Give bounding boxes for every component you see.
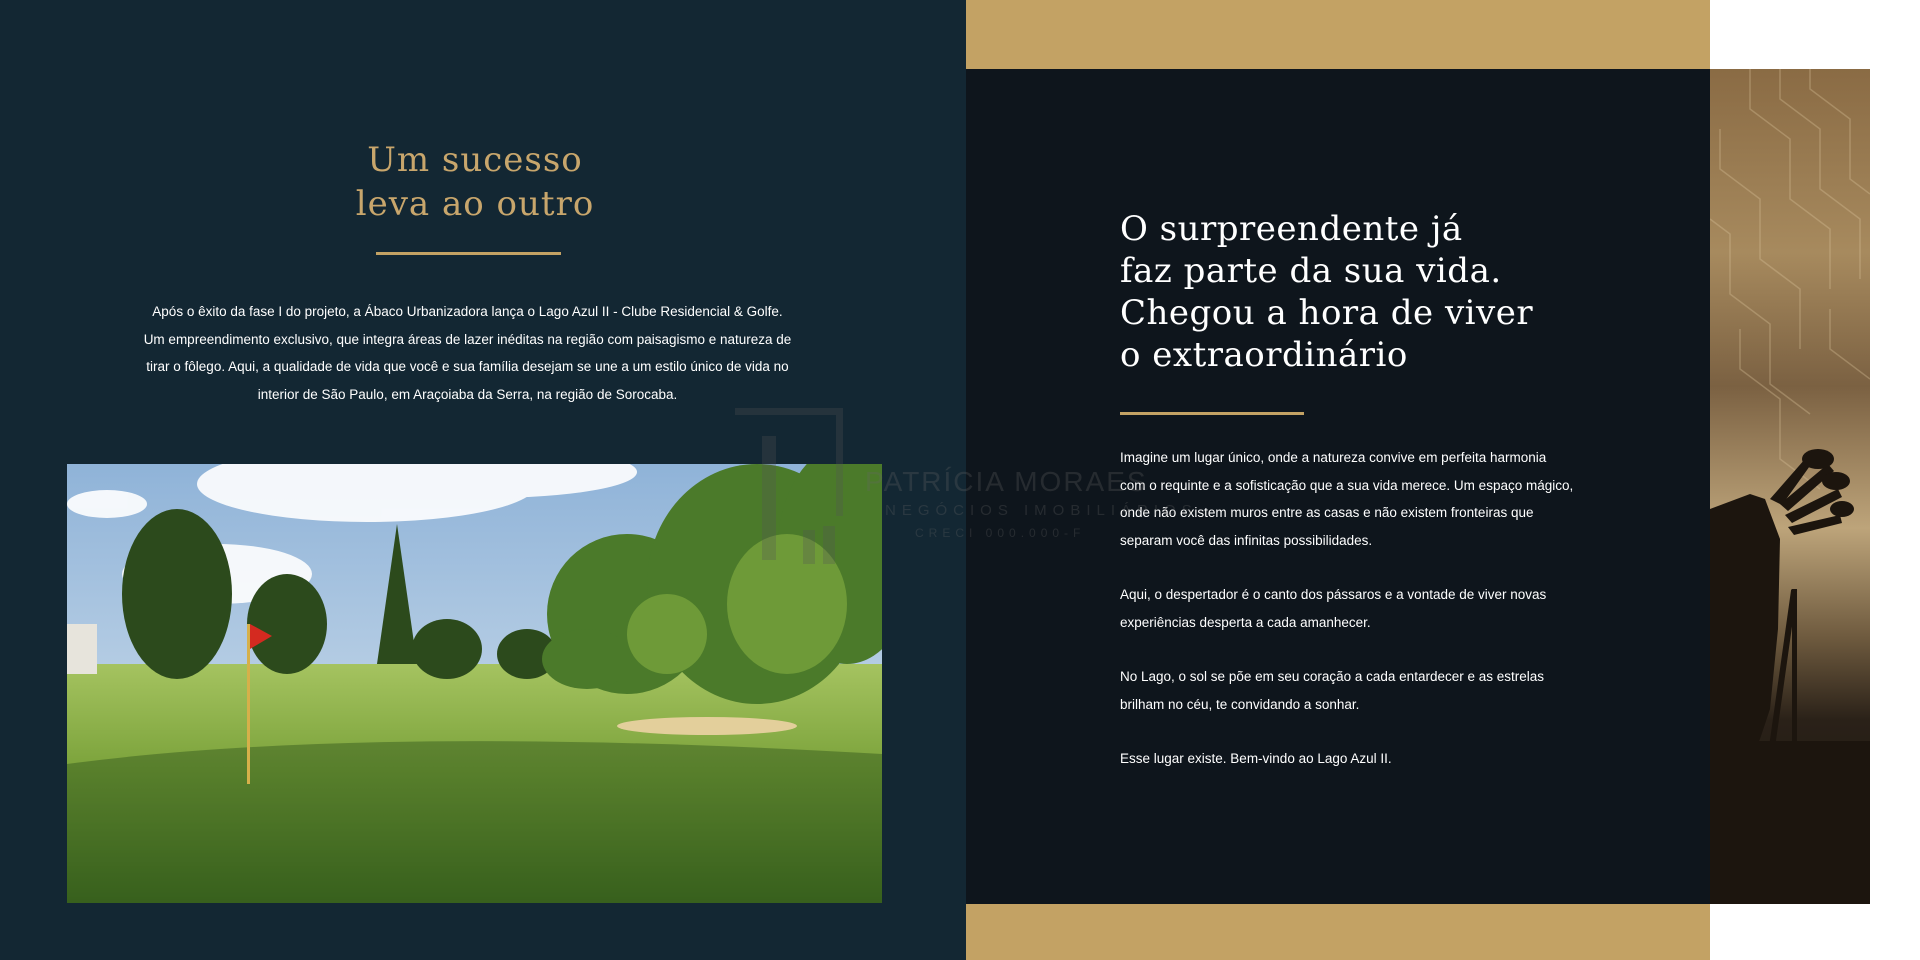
right-heading-line3: Chegou a hora de viver: [1120, 293, 1534, 333]
watermark-name: PATRÍCIA MORAES: [865, 466, 1148, 497]
right-paragraph-1: Imagine um lugar único, onde a natureza convive em perfeita harmonia com o requinte e a sofisticação que a sua vida merece. Um espaço mágico, onde não existem muros entre as casas e não existem fronteiras que separam você das infinitas possibilidades.: [1120, 450, 1574, 548]
left-heading-line2: leva ao outro: [355, 184, 595, 224]
left-heading-line1: Um sucesso: [367, 140, 583, 180]
left-divider: [376, 252, 561, 255]
right-heading: [1120, 208, 1640, 376]
watermark-subtitle: NEGÓCIOS IMOBILIÁRIOS: [885, 502, 1198, 519]
right-paragraph-3: No Lago, o sol se põe em seu coração a cada entardecer e as estrelas brilham no céu, te convidando a sonhar.: [1120, 669, 1545, 712]
right-heading-line1: O surpreendente já: [1120, 209, 1463, 249]
right-divider: [1120, 412, 1304, 415]
right-heading-line2: faz parte da sua vida.: [1120, 251, 1502, 291]
right-body-text: [1120, 444, 1575, 800]
right-paragraph-2: Aqui, o despertador é o canto dos pássaros e a vontade de viver novas experiências desperta a cada amanhecer.: [1120, 587, 1547, 630]
right-heading-line4: o extraordinário: [1120, 335, 1408, 375]
gold-band-bottom: [966, 904, 1710, 960]
left-heading: [275, 138, 675, 226]
left-intro-text: Após o êxito da fase I do projeto, a Ábaco Urbanizadora lança o Lago Azul II - Clube Residencial & Golfe. Um empreendimento exclusivo, que integra áreas de lazer inéditas na região com paisagismo e natureza de tirar o fôlego. Aqui, a qualidade de vida que você e sua família desejam se une a um estilo único de vida no interior de São Paulo, em Araçoiaba da Serra, na região de Sorocaba.: [143, 304, 792, 402]
right-paragraph-4: Esse lugar existe. Bem-vindo ao Lago Azul II.: [1120, 751, 1392, 766]
gold-band-top: [966, 0, 1710, 69]
golf-bag-silhouette-image: [1710, 69, 1870, 904]
golf-course-photo: [67, 464, 882, 903]
watermark-registration: CRECI 000.000-F: [915, 526, 1086, 540]
